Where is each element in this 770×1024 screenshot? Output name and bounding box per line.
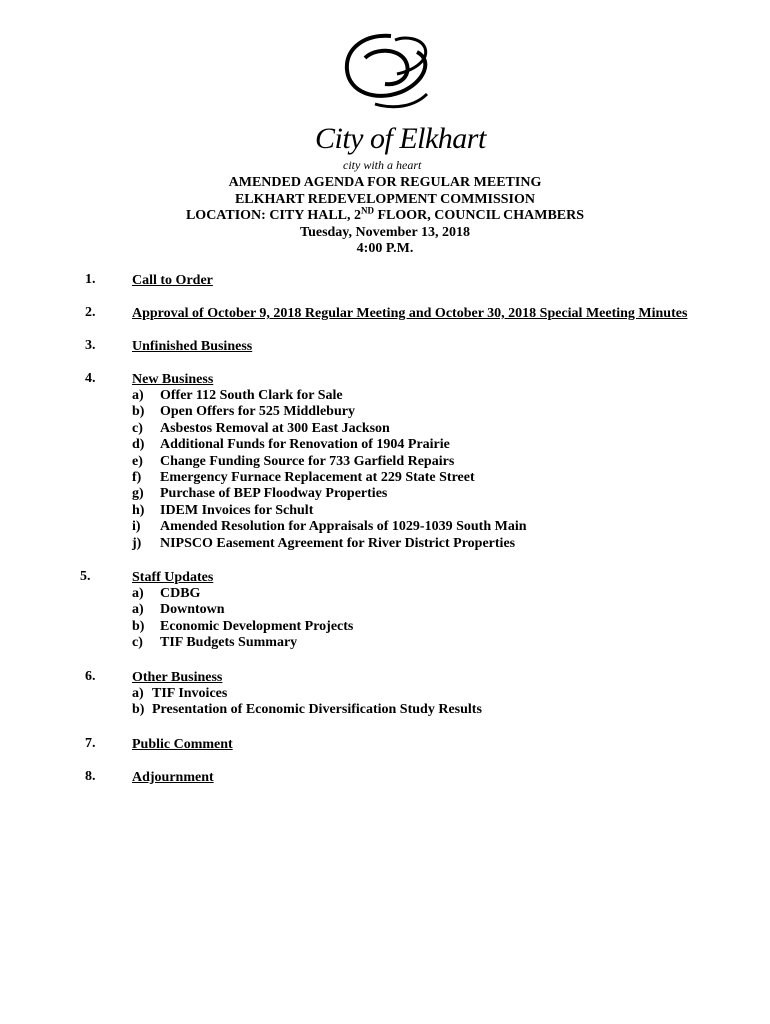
agenda-subitem-letter: b) [132, 404, 145, 420]
agenda-subitem [132, 635, 770, 651]
header-line-1: AMENDED AGENDA FOR REGULAR MEETING [228, 175, 542, 190]
agenda-subitem [132, 536, 770, 552]
agenda-subitem-letter: i) [132, 519, 141, 535]
agenda-subitem [132, 503, 770, 519]
agenda-item [0, 569, 770, 652]
agenda-subitem [132, 437, 770, 453]
agenda-item-number: 7. [85, 735, 96, 751]
agenda-item-title: Public Comment [132, 736, 233, 752]
agenda-subitem [132, 486, 770, 502]
agenda-subitem-letter: d) [132, 437, 145, 453]
agenda-subitem-text: Additional Funds for Renovation of 1904 Prairie [160, 437, 450, 453]
agenda-subitem-letter: c) [132, 420, 143, 436]
agenda-subitem [132, 586, 770, 602]
agenda-subitem-text: IDEM Invoices for Schult [160, 502, 314, 518]
agenda-item-number: 4. [85, 371, 96, 386]
agenda-subitem-text: Downtown [160, 602, 225, 618]
agenda-subitem-letter: a) [132, 586, 144, 602]
header-line-3-sup: ND [361, 205, 374, 216]
header-line-3-suffix: FLOOR, COUNCIL CHAMBERS [374, 208, 585, 223]
agenda-item-title: Call to Order [132, 273, 213, 288]
agenda-item-number: 5. [80, 569, 91, 585]
agenda-list [0, 272, 770, 786]
agenda-subitem-letter: j) [132, 535, 142, 551]
agenda-subitem-letter: b) [132, 702, 145, 718]
agenda-subitem-text: Change Funding Source for 733 Garfield Repairs [160, 453, 455, 469]
agenda-item-number: 1. [85, 272, 96, 287]
agenda-subitem-letter: f) [132, 470, 142, 486]
agenda-item-title: Adjournment [132, 769, 214, 785]
agenda-item-title: Unfinished Business [132, 339, 253, 354]
agenda-item-number: 8. [85, 768, 96, 784]
agenda-subitem-text: Offer 112 South Clark for Sale [160, 388, 343, 403]
header-line-5: 4:00 P.M. [356, 241, 414, 256]
agenda-item-number: 6. [85, 668, 96, 684]
agenda-subitem-text: TIF Invoices [152, 685, 228, 701]
city-logo [305, 30, 486, 172]
agenda-subitem [132, 702, 770, 718]
agenda-subitem-letter: a) [132, 685, 144, 701]
heart-swirl-icon [305, 30, 470, 130]
agenda-item-title: Approval of October 9, 2018 Regular Meeting and October 30, 2018 Special Meeting Minutes [132, 306, 688, 321]
agenda-item-title: New Business [132, 372, 214, 387]
agenda-subitem-letter: c) [132, 635, 143, 651]
agenda-subitem [132, 619, 770, 635]
agenda-item-title: Other Business [132, 669, 223, 685]
agenda-subitem-text: Purchase of BEP Floodway Properties [160, 486, 388, 502]
agenda-subitem-letter: h) [132, 502, 145, 518]
agenda-subitem-text: Asbestos Removal at 300 East Jackson [160, 420, 390, 436]
agenda-subitem-text: Economic Development Projects [160, 618, 354, 634]
agenda-subitem [132, 404, 770, 420]
header-line-3 [0, 205, 770, 225]
agenda-item [0, 338, 770, 355]
agenda-header [0, 175, 770, 258]
agenda-item [0, 272, 770, 289]
agenda-subitem [132, 686, 770, 702]
agenda-item [0, 669, 770, 719]
agenda-subitem [132, 388, 770, 404]
agenda-subitem-text: Amended Resolution for Appraisals of 1029-1039 South Main [160, 519, 527, 535]
agenda-subitem-text: Open Offers for 525 Middlebury [160, 404, 355, 420]
agenda-item [0, 371, 770, 552]
agenda-item [0, 305, 770, 322]
agenda-subitem-text: NIPSCO Easement Agreement for River District Properties [160, 535, 516, 551]
header-line-4: Tuesday, November 13, 2018 [300, 224, 470, 240]
agenda-subitem-text: Emergency Furnace Replacement at 229 State Street [160, 470, 475, 486]
agenda-item [0, 736, 770, 753]
agenda-subitem-letter: g) [132, 486, 144, 502]
agenda-subitem [132, 470, 770, 486]
agenda-item-title: Staff Updates [132, 570, 214, 586]
agenda-subitem-text: TIF Budgets Summary [160, 635, 298, 651]
agenda-subitem [132, 602, 770, 618]
agenda-subitem [132, 519, 770, 535]
agenda-subitem-text: Presentation of Economic Diversification Study Results [152, 702, 482, 718]
logo-script-text: City of Elkhart [315, 122, 486, 155]
agenda-item [0, 769, 770, 786]
agenda-subitem [132, 454, 770, 470]
agenda-subitem-letter: b) [132, 618, 145, 634]
logo-tagline: city with a heart [343, 158, 422, 172]
header-line-3-prefix: LOCATION: CITY HALL, 2 [185, 208, 361, 223]
agenda-subitem-letter: a) [132, 602, 144, 618]
agenda-subitem-letter: a) [132, 388, 144, 403]
agenda-item-number: 2. [85, 305, 96, 320]
agenda-subitem [132, 421, 770, 437]
agenda-subitem-text: CDBG [160, 586, 201, 602]
agenda-item-number: 3. [85, 338, 96, 353]
agenda-subitem-letter: e) [132, 453, 143, 469]
header-line-2: ELKHART REDEVELOPMENT COMMISSION [234, 191, 536, 207]
